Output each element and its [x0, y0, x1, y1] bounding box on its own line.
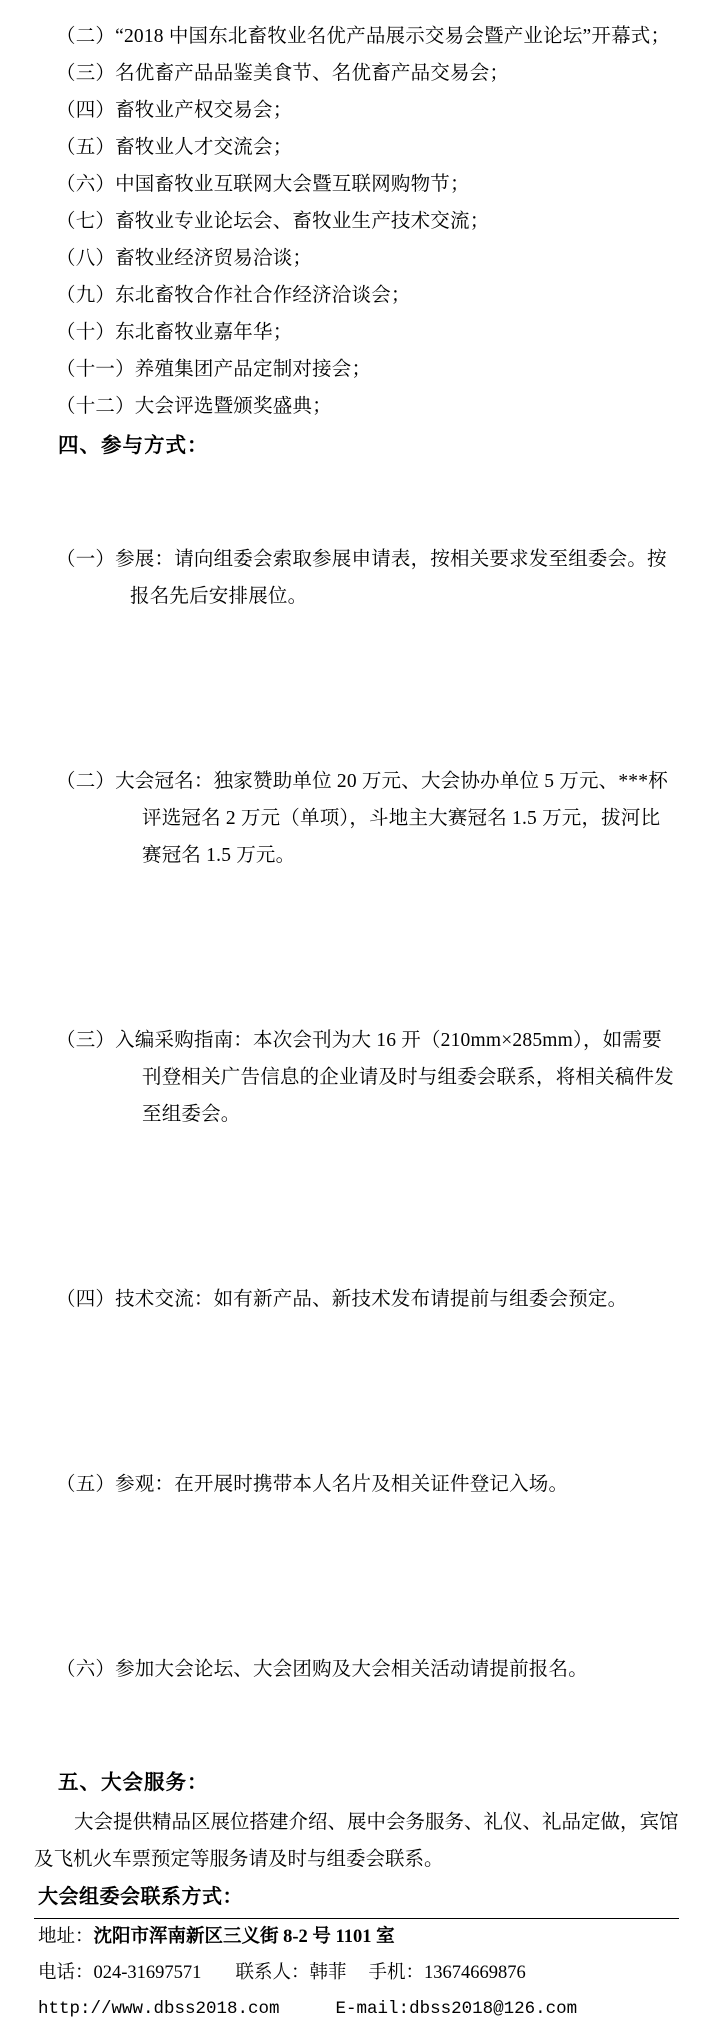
section-five-paragraph: 大会提供精品区展位搭建介绍、展中会务服务、礼仪、礼品定做，宾馆及飞机火车票预定等服务请及时与组委会联系。 [34, 1812, 679, 1870]
list-item [34, 1577, 679, 1762]
section-heading-four: 四、参与方式： [58, 435, 209, 457]
list-item: （四）畜牧业产权交易会； [56, 100, 293, 121]
list-item-text: （六）参加大会论坛、大会团购及大会相关活动请提前报名。 [56, 1659, 588, 1680]
contact-address-row [34, 1919, 679, 1955]
person-label: 联系人： [235, 1963, 310, 1983]
phone-value: 024-31697571 [93, 1963, 202, 1983]
website-link[interactable]: http://www.dbss2018.com [38, 1999, 280, 2019]
mobile-label: 手机： [368, 1963, 424, 1983]
list-item-text: （一）参展：请向组委会索取参展申请表，按相关要求发至组委会。按报名先后安排展位。 [56, 549, 667, 607]
list-item [34, 948, 679, 1207]
list-item: （十二）大会评选暨颁奖盛典； [56, 396, 332, 417]
list-item: （七）畜牧业专业论坛会、畜牧业生产技术交流； [56, 211, 490, 232]
list-item: （五）畜牧业人才交流会； [56, 137, 293, 158]
list-item [34, 467, 679, 689]
address-label: 地址： [38, 1927, 94, 1947]
list-item: （六）中国畜牧业互联网大会暨互联网购物节； [56, 174, 470, 195]
person-value: 韩菲 [309, 1963, 347, 1983]
list-item: （八）畜牧业经济贸易洽谈； [56, 248, 313, 269]
list-item-text: （四）技术交流：如有新产品、新技术发布请提前与组委会预定。 [56, 1289, 628, 1310]
email-value[interactable]: dbss2018@126.com [409, 1999, 578, 2019]
section-heading-five: 五、大会服务： [58, 1772, 209, 1794]
contact-web-row [34, 1991, 679, 2027]
email-label: E-mail: [335, 1999, 410, 2019]
list-item [34, 1392, 679, 1577]
list-item: （十）东北畜牧业嘉年华； [56, 322, 293, 343]
list-item: （二）“2018 中国东北畜牧业名优产品展示交易会暨产业论坛”开幕式； [56, 26, 671, 47]
list-item: （十一）养殖集团产品定制对接会； [56, 359, 372, 380]
list-item-text: （三）入编采购指南：本次会刊为大 16 开（210mm×285mm），如需要刊登相关广告信息的企业请及时与组委会联系，将相关稿件发至组委会。 [56, 1030, 674, 1125]
list-item-text: （五）参观：在开展时携带本人名片及相关证件登记入场。 [56, 1474, 569, 1495]
contact-phone-row [34, 1955, 679, 1991]
list-item [34, 1207, 679, 1392]
contact-title: 大会组委会联系方式： [38, 1886, 243, 1908]
list-item [34, 689, 679, 948]
list-item-text: （二）大会冠名：独家赞助单位 20 万元、大会协办单位 5 万元、***杯评选冠名 2 万元（单项），斗地主大赛冠名 1.5 万元，拔河比赛冠名 1.5 万元。 [56, 771, 668, 866]
address-value: 沈阳市浑南新区三义街 8-2 号 1101 室 [93, 1927, 395, 1947]
list-item: （九）东北畜牧合作社合作经济洽谈会； [56, 285, 411, 306]
phone-label: 电话： [38, 1963, 94, 1983]
list-item: （三）名优畜产品品鉴美食节、名优畜产品交易会； [56, 63, 510, 84]
mobile-value: 13674669876 [423, 1963, 526, 1983]
